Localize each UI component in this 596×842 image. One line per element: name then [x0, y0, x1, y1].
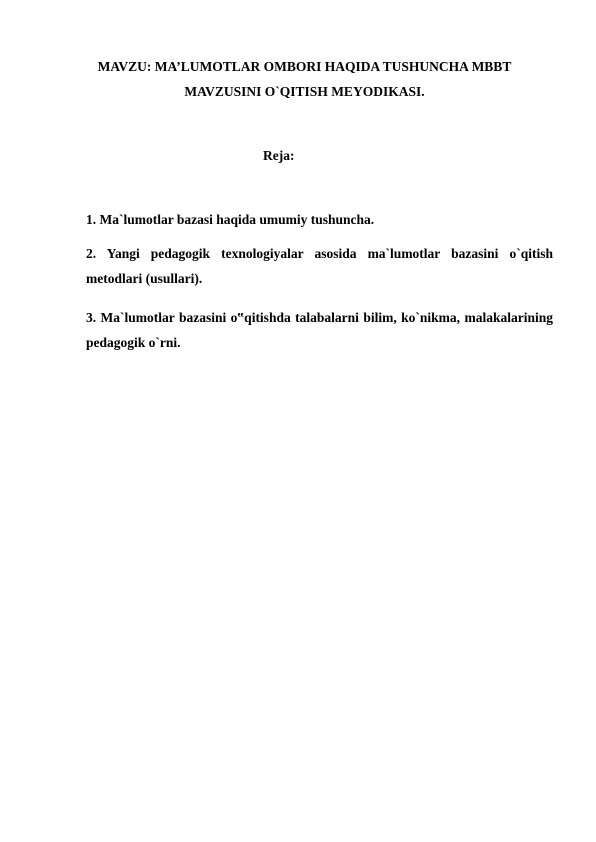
plan-item: 2. Yangi pedagogik texnologiyalar asosida ma`lumotlar bazasini o`qitish metodlari (usullari). — [86, 246, 553, 286]
plan-item: 1. Ma`lumotlar bazasi haqida umumiy tushuncha. — [86, 212, 375, 227]
document-title: MAVZU: MA’LUMOTLAR OMBORI HAQIDA TUSHUNCHA MBBT MAVZUSINI O`QITISH MEYODIKASI. — [97, 59, 512, 99]
plan-heading: Reja: — [263, 148, 295, 163]
plan-item: 3. Ma`lumotlar bazasini o‟qitishda talabalarni bilim, ko`nikma, malakalarining pedagogik o`rni. — [86, 310, 553, 350]
